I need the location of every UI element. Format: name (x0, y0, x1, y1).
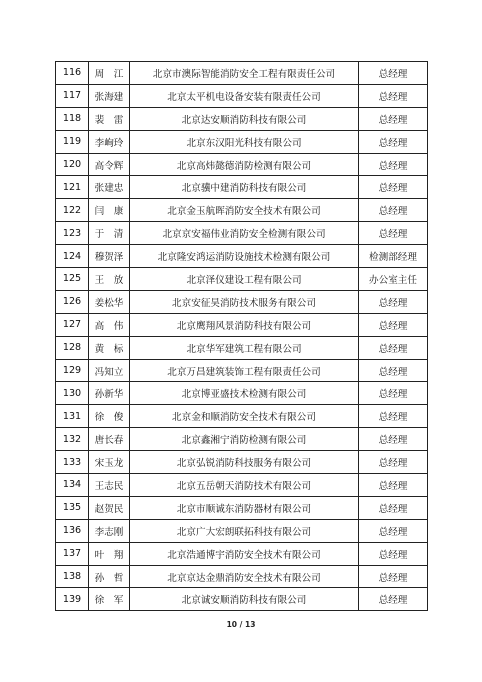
row-number: 124 (56, 245, 89, 268)
table-row (56, 62, 428, 85)
company-name: 北京金和顺消防安全技术有限公司 (130, 405, 359, 428)
person-name: 徐 军 (89, 588, 130, 611)
company-name: 北京华军建筑工程有限公司 (130, 336, 359, 359)
table-row (56, 130, 428, 153)
person-name: 王志民 (89, 474, 130, 497)
person-name: 裴 雷 (89, 107, 130, 130)
job-title: 总经理 (359, 62, 428, 85)
company-name: 北京京达金鼎消防安全技术有限公司 (130, 565, 359, 588)
job-title: 总经理 (359, 199, 428, 222)
row-number: 123 (56, 222, 89, 245)
row-number: 128 (56, 336, 89, 359)
table-row (56, 565, 428, 588)
table-row (56, 519, 428, 542)
job-title: 总经理 (359, 153, 428, 176)
person-name: 李志刚 (89, 519, 130, 542)
company-name: 北京安征昊消防技术服务有限公司 (130, 290, 359, 313)
job-title: 总经理 (359, 519, 428, 542)
table-row (56, 176, 428, 199)
table-row (56, 313, 428, 336)
person-name: 姜松华 (89, 290, 130, 313)
row-number: 129 (56, 359, 89, 382)
company-name: 北京京安福伟业消防安全检测有限公司 (130, 222, 359, 245)
table-row (56, 451, 428, 474)
table-row (56, 84, 428, 107)
company-name: 北京东汉阳光科技有限公司 (130, 130, 359, 153)
company-name: 北京市澳际智能消防安全工程有限责任公司 (130, 62, 359, 85)
job-title: 总经理 (359, 565, 428, 588)
person-name: 张海建 (89, 84, 130, 107)
job-title: 总经理 (359, 107, 428, 130)
person-name: 闫 康 (89, 199, 130, 222)
person-name: 于 清 (89, 222, 130, 245)
company-name: 北京广大宏朗联拓科技有限公司 (130, 519, 359, 542)
row-number: 134 (56, 474, 89, 497)
table-row (56, 336, 428, 359)
company-name: 北京五岳朝天消防技术有限公司 (130, 474, 359, 497)
person-name: 冯知立 (89, 359, 130, 382)
table-row (56, 496, 428, 519)
job-title: 总经理 (359, 428, 428, 451)
job-title: 总经理 (359, 405, 428, 428)
job-title: 总经理 (359, 542, 428, 565)
row-number: 131 (56, 405, 89, 428)
company-name: 北京隆安鸿运消防设施技术检测有限公司 (130, 245, 359, 268)
person-name: 穆贺泽 (89, 245, 130, 268)
company-name: 北京博亚盛技术检测有限公司 (130, 382, 359, 405)
row-number: 122 (56, 199, 89, 222)
row-number: 136 (56, 519, 89, 542)
row-number: 135 (56, 496, 89, 519)
person-name: 孙新华 (89, 382, 130, 405)
job-title: 检测部经理 (359, 245, 428, 268)
row-number: 133 (56, 451, 89, 474)
row-number: 139 (56, 588, 89, 611)
job-title: 总经理 (359, 176, 428, 199)
company-name: 北京诚安顺消防科技有限公司 (130, 588, 359, 611)
row-number: 126 (56, 290, 89, 313)
table-row (56, 153, 428, 176)
page-number: 10 / 13 (226, 620, 256, 629)
company-name: 北京骥中建消防科技有限公司 (130, 176, 359, 199)
table-row (56, 382, 428, 405)
table-row (56, 107, 428, 130)
job-title: 总经理 (359, 359, 428, 382)
table-row (56, 245, 428, 268)
person-name: 叶 翔 (89, 542, 130, 565)
row-number: 119 (56, 130, 89, 153)
person-name: 赵贺民 (89, 496, 130, 519)
company-name: 北京泽仪建设工程有限公司 (130, 268, 359, 291)
personnel-table-body (56, 62, 428, 611)
job-title: 办公室主任 (359, 268, 428, 291)
job-title: 总经理 (359, 382, 428, 405)
table-row (56, 542, 428, 565)
row-number: 132 (56, 428, 89, 451)
table-row (56, 428, 428, 451)
job-title: 总经理 (359, 84, 428, 107)
table-row (56, 359, 428, 382)
row-number: 130 (56, 382, 89, 405)
table-row (56, 268, 428, 291)
person-name: 高 伟 (89, 313, 130, 336)
person-name: 高令辉 (89, 153, 130, 176)
row-number: 118 (56, 107, 89, 130)
company-name: 北京达安顺消防科技有限公司 (130, 107, 359, 130)
company-name: 北京鑫湘宁消防检测有限公司 (130, 428, 359, 451)
job-title: 总经理 (359, 451, 428, 474)
row-number: 125 (56, 268, 89, 291)
company-name: 北京万昌建筑装饰工程有限责任公司 (130, 359, 359, 382)
row-number: 121 (56, 176, 89, 199)
row-number: 117 (56, 84, 89, 107)
person-name: 徐 俊 (89, 405, 130, 428)
row-number: 120 (56, 153, 89, 176)
company-name: 北京市顺诚东消防器材有限公司 (130, 496, 359, 519)
person-name: 张建忠 (89, 176, 130, 199)
person-name: 唐长春 (89, 428, 130, 451)
table-row (56, 474, 428, 497)
company-name: 北京鹰翔风景消防科技有限公司 (130, 313, 359, 336)
table-row (56, 290, 428, 313)
company-name: 北京高炜懿德消防检测有限公司 (130, 153, 359, 176)
row-number: 127 (56, 313, 89, 336)
job-title: 总经理 (359, 222, 428, 245)
job-title: 总经理 (359, 336, 428, 359)
job-title: 总经理 (359, 290, 428, 313)
company-name: 北京弘锐消防科技服务有限公司 (130, 451, 359, 474)
job-title: 总经理 (359, 588, 428, 611)
person-name: 宋玉龙 (89, 451, 130, 474)
table-row (56, 588, 428, 611)
table-row (56, 199, 428, 222)
company-name: 北京太平机电设备安装有限责任公司 (130, 84, 359, 107)
person-name: 李峋玲 (89, 130, 130, 153)
job-title: 总经理 (359, 313, 428, 336)
row-number: 116 (56, 62, 89, 85)
personnel-table (55, 61, 428, 611)
table-row (56, 405, 428, 428)
table-row (56, 222, 428, 245)
company-name: 北京金玉航晖消防安全技术有限公司 (130, 199, 359, 222)
job-title: 总经理 (359, 130, 428, 153)
person-name: 黄 标 (89, 336, 130, 359)
person-name: 孙 哲 (89, 565, 130, 588)
row-number: 137 (56, 542, 89, 565)
person-name: 周 江 (89, 62, 130, 85)
company-name: 北京浩通博宇消防安全技术有限公司 (130, 542, 359, 565)
person-name: 王 放 (89, 268, 130, 291)
job-title: 总经理 (359, 474, 428, 497)
row-number: 138 (56, 565, 89, 588)
job-title: 总经理 (359, 496, 428, 519)
